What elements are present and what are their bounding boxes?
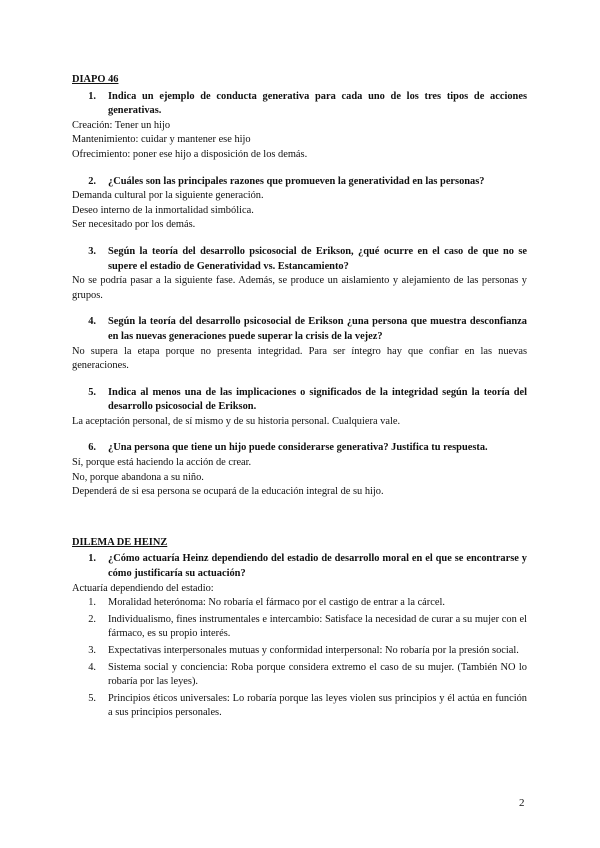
question-block-4: [72, 315, 527, 373]
question-block-2: [72, 175, 527, 233]
question-1: [72, 90, 527, 119]
answer-line: Sí, porque está haciendo la acción de crear.: [72, 457, 252, 469]
stage-list: [72, 596, 527, 721]
question-block-5: [72, 386, 527, 430]
stage-text: Individualismo, fines instrumentales e intercambio: Satisface la necesidad de curar a su mujer con el fármaco, es su propio interés.: [108, 613, 527, 640]
answer-line: Deseo interno de la inmortalidad simbólica.: [72, 204, 254, 216]
answer-line: No, porque abandona a su niño.: [72, 471, 204, 483]
question-number: 1.: [88, 553, 96, 565]
diapo-heading: DIAPO 46: [72, 74, 119, 85]
stage-number: 1.: [88, 597, 96, 609]
stage-text: Expectativas interpersonales mutuas y conformidad interpersonal: No robaría por la presión social.: [108, 645, 519, 656]
stage-text: Moralidad heterónoma: No robaría el fármaco por el castigo de entrar a la cárcel.: [108, 597, 445, 609]
stage-item: [72, 661, 527, 690]
stage-number: 3.: [88, 645, 96, 656]
answer-line: Demanda cultural por la siguiente generación.: [72, 190, 264, 202]
document-page: [72, 73, 527, 723]
question-block-3: [72, 245, 527, 303]
answer-line: Ser necesitado por los demás.: [72, 219, 196, 231]
question-number: 5.: [88, 386, 96, 398]
stage-number: 2.: [88, 613, 96, 625]
dilema-intro: Actuaría dependiendo del estadio:: [72, 582, 214, 594]
stage-text: Principios éticos universales: Lo robaría porque las leyes violen sus principios y él actúa en función a sus principios personales.: [108, 692, 527, 719]
answer-paragraph: La aceptación personal, de sí mismo y de su historia personal. Cualquiera vale.: [72, 415, 401, 427]
question-5: [72, 386, 527, 415]
stage-text: Sistema social y conciencia: Roba porque considera extremo el caso de su mujer. (También NO lo robaría por las leyes).: [108, 661, 527, 688]
answer-paragraph: No supera la etapa porque no presenta integridad. Para ser íntegro hay que confiar en las nuevas generaciones.: [72, 345, 527, 372]
stage-item: [72, 613, 527, 642]
stage-number: 4.: [88, 661, 96, 673]
question-number: 2.: [88, 175, 96, 187]
question-block-6: [72, 441, 527, 499]
question-text: ¿Cuáles son las principales razones que promueven la generatividad en las personas?: [108, 175, 485, 187]
question-text: ¿Una persona que tiene un hijo puede considerarse generativa? Justifica tu respuesta.: [108, 442, 488, 454]
answer-line: Ofrecimiento: poner ese hijo a disposición de los demás.: [72, 148, 308, 160]
answer-line: Dependerá de si esa persona se ocupará de la educación integral de su hijo.: [72, 486, 384, 498]
question-text: ¿Cómo actuaría Heinz dependiendo del estadio de desarrollo moral en el que se encontrarse y cómo justificaría su actuación?: [108, 553, 527, 580]
question-3: [72, 245, 527, 274]
dilema-heading: DILEMA DE HEINZ: [72, 536, 168, 548]
question-number: 3.: [88, 245, 96, 257]
answer-line: Mantenimiento: cuidar y mantener ese hijo: [72, 134, 251, 146]
page-number: 2: [519, 797, 525, 809]
question-number: 6.: [88, 442, 96, 454]
question-4: [72, 315, 527, 344]
question-2: [72, 175, 527, 190]
question-text: Indica un ejemplo de conducta generativa para cada uno de los tres tipos de acciones generativas.: [108, 90, 527, 117]
stage-item: [72, 596, 527, 611]
stage-number: 5.: [88, 692, 96, 704]
question-number: 1.: [88, 90, 96, 102]
stage-item: [72, 692, 527, 721]
answer-paragraph: No se podría pasar a la siguiente fase. Además, se produce un aislamiento y alejamiento de las personas y grupos.: [72, 275, 527, 301]
question-text: Indica al menos una de las implicaciones o significados de la integridad según la teoría del desarrollo psicosocial de Erikson.: [108, 386, 527, 413]
stage-item: [72, 644, 527, 659]
question-6: [72, 441, 527, 456]
answer-line: Creación: Tener un hijo: [72, 119, 171, 131]
question-number: 4.: [88, 316, 96, 328]
question-block-1: [72, 90, 527, 163]
question-text: Según la teoría del desarrollo psicosocial de Erikson ¿una persona que muestra desconfianza en las nuevas generaciones puede superar la crisis de la vejez?: [108, 316, 527, 342]
question-text: Según la teoría del desarrollo psicosocial de Erikson, ¿qué ocurre en el caso de que no se supere el estadio de Generatividad vs. Estancamiento?: [108, 245, 527, 272]
dilema-question: [72, 552, 527, 581]
